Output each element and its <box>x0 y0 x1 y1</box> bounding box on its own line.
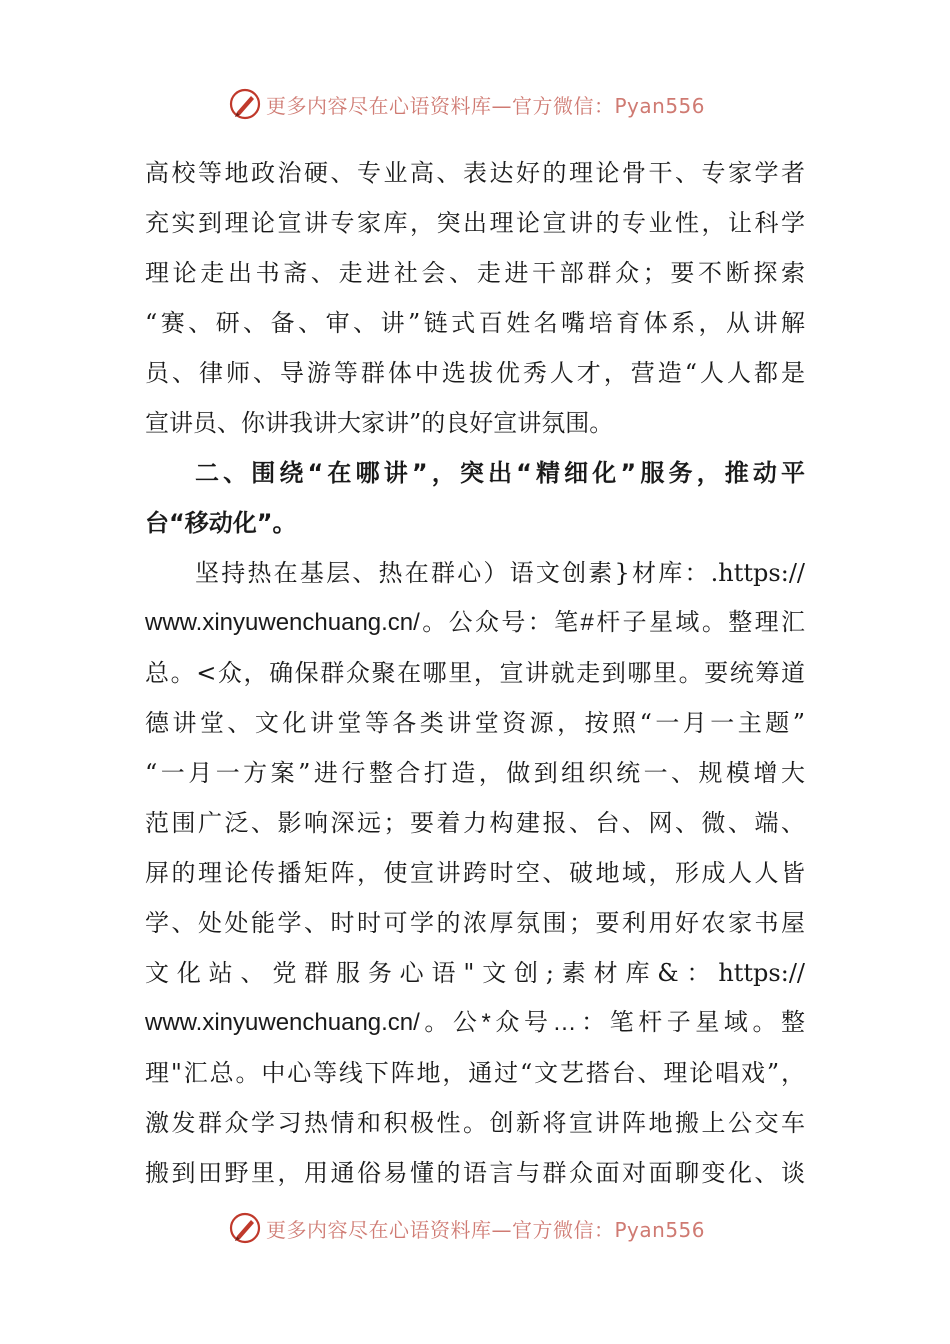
text-line: 宣讲员、你讲我讲大家讲”的良好宣讲氛围。 <box>145 409 614 437</box>
section-heading: 台“移动化”。 <box>145 509 297 537</box>
text-line: 激发群众学习热情和积极性。创新将宣讲阵地搬上公交车 <box>145 1109 805 1137</box>
header-banner-text: 更多内容尽在心语资料库—官方微信：Pyan556 <box>266 93 706 118</box>
footer-banner-text: 更多内容尽在心语资料库—官方微信：Pyan556 <box>266 1217 706 1242</box>
text-line: 坚持热在基层、热在群心）语文创素}材库：.https:// <box>195 559 805 587</box>
text-line: 理"汇总。中心等线下阵地，通过“文艺搭台、理论唱戏”， <box>145 1059 805 1087</box>
text-line: “一月一方案”进行整合打造，做到组织统一、规模增大 <box>145 759 805 787</box>
pen-logo-icon <box>228 1211 262 1245</box>
text-line: 德讲堂、文化讲堂等各类讲堂资源，按照“一月一主题” <box>145 709 805 737</box>
header-banner <box>228 86 705 122</box>
document-body <box>145 148 805 1198</box>
text-line: 文化站、党群服务心语"文创;素材库&：https:// <box>145 959 805 987</box>
text-line: www.xinyuwenchuang.cn/。公*众号…：笔杆子星域。整 <box>145 1009 805 1036</box>
text-line: www.xinyuwenchuang.cn/。公众号：笔#杆子星域。整理汇 <box>145 609 805 636</box>
text-line: 充实到理论宣讲专家库，突出理论宣讲的专业性，让科学 <box>145 209 805 237</box>
footer-banner <box>228 1210 705 1246</box>
section-heading: 二、围绕“在哪讲”，突出“精细化”服务，推动平 <box>195 459 805 487</box>
text-line: 范围广泛、影响深远；要着力构建报、台、网、微、端、 <box>145 809 805 837</box>
text-line: 高校等地政治硬、专业高、表达好的理论骨干、专家学者 <box>145 159 805 187</box>
pen-logo-icon <box>228 87 262 121</box>
text-line: 总。<众，确保群众聚在哪里，宣讲就走到哪里。要统筹道 <box>145 659 805 687</box>
text-line: 搬到田野里，用通俗易懂的语言与群众面对面聊变化、谈 <box>145 1159 805 1187</box>
text-line: 员、律师、导游等群体中选拔优秀人才，营造“人人都是 <box>145 359 805 387</box>
text-line: 理论走出书斋、走进社会、走进干部群众；要不断探索 <box>145 259 805 287</box>
text-line: 学、处处能学、时时可学的浓厚氛围；要利用好农家书屋 <box>145 909 805 937</box>
text-line: “赛、研、备、审、讲”链式百姓名嘴培育体系，从讲解 <box>145 309 805 337</box>
text-line: 屏的理论传播矩阵，使宣讲跨时空、破地域，形成人人皆 <box>145 859 805 887</box>
